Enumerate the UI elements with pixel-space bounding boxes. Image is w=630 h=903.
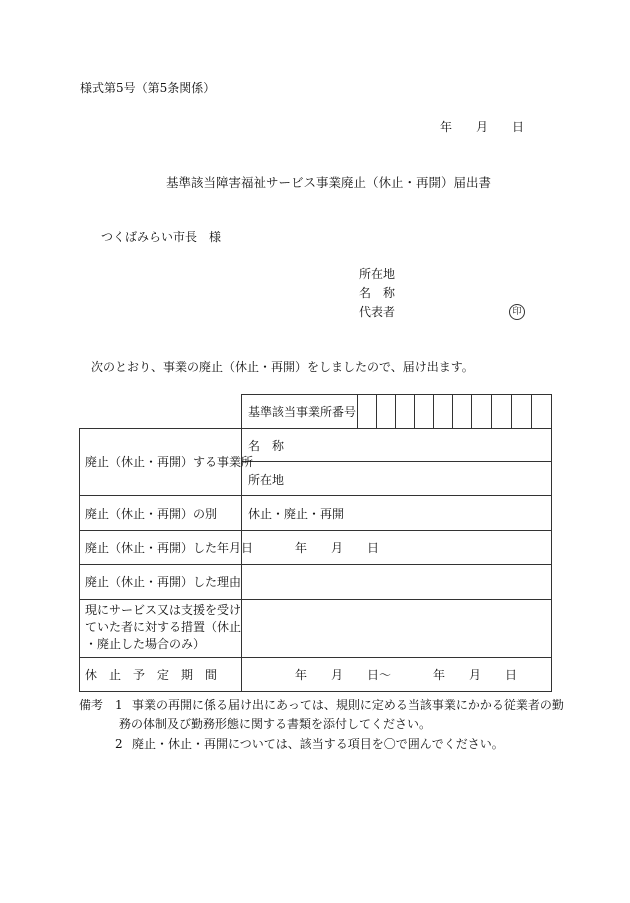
period-end-day: 日 — [505, 668, 518, 682]
table-line — [79, 564, 552, 565]
period-label: 休 止 予 定 期 間 — [85, 668, 218, 682]
table-line — [241, 394, 552, 395]
note-2-number: 2 — [115, 737, 123, 751]
office-number-label: 基準該当事業所番号 — [248, 405, 357, 419]
digit-box-divider — [395, 394, 396, 428]
date-value-day: 日 — [367, 541, 380, 555]
document-title: 基準該当障害福祉サービス事業廃止（休止・再開）届出書 — [166, 175, 492, 190]
intro-text: 次のとおり、事業の廃止（休止・再開）をしましたので、届け出ます。 — [91, 360, 474, 374]
date-day: 日 — [512, 120, 525, 134]
facility-name-label: 名 称 — [248, 439, 285, 453]
digit-box-divider — [491, 394, 492, 428]
type-label: 廃止（休止・再開）の別 — [85, 507, 218, 521]
notification-table — [79, 394, 552, 692]
table-line — [79, 691, 552, 692]
table-line — [241, 461, 552, 462]
note-2-text: 廃止・休止・再開については、該当する項目を〇で囲んでください。 — [132, 737, 504, 751]
measures-label-line2: ていた者に対する措置（休止 — [85, 620, 242, 634]
note-1-number: 1 — [115, 698, 123, 712]
period-end-month: 月 — [469, 668, 482, 682]
digit-box-divider — [531, 394, 532, 428]
type-value: 休止・廃止・再開 — [248, 507, 345, 521]
digit-box-divider — [511, 394, 512, 428]
measures-label-line3: ・廃止した場合のみ） — [85, 637, 206, 651]
addressee: つくばみらい市長 様 — [101, 230, 222, 244]
table-line — [551, 394, 552, 692]
facility-address-label: 所在地 — [248, 473, 285, 487]
table-line — [79, 428, 552, 429]
measures-label-line1: 現にサービス又は支援を受け — [85, 603, 242, 617]
period-start-year: 年 — [295, 668, 308, 682]
digit-box-divider — [452, 394, 453, 428]
digit-box-divider — [357, 394, 358, 428]
reason-label: 廃止（休止・再開）した理由 — [85, 575, 242, 589]
applicant-address-label: 所在地 — [359, 267, 396, 281]
date-value-month: 月 — [331, 541, 344, 555]
period-end-year: 年 — [433, 668, 446, 682]
digit-box-divider — [376, 394, 377, 428]
applicant-representative-label: 代表者 — [359, 305, 396, 319]
date-value-year: 年 — [295, 541, 308, 555]
digit-box-divider — [433, 394, 434, 428]
table-line — [79, 495, 552, 496]
digit-box-divider — [471, 394, 472, 428]
form-number: 様式第5号（第5条関係） — [80, 81, 216, 95]
applicant-name-label: 名 称 — [359, 286, 396, 300]
table-line — [79, 428, 80, 692]
seal-mark: 印 — [509, 304, 525, 320]
digit-box-divider — [414, 394, 415, 428]
date-month: 月 — [476, 120, 489, 134]
table-line — [79, 657, 552, 658]
date-label: 廃止（休止・再開）した年月日 — [85, 541, 254, 555]
notes-heading: 備考 — [79, 698, 104, 712]
period-start-day: 日～ — [367, 668, 392, 682]
period-start-month: 月 — [331, 668, 344, 682]
date-year: 年 — [440, 120, 453, 134]
table-line — [79, 530, 552, 531]
facility-label: 廃止（休止・再開）する事業所 — [85, 455, 254, 469]
table-line — [79, 599, 552, 600]
note-1-line2: 務の体制及び勤務形態に関する書類を添付してください。 — [119, 717, 432, 731]
note-1-line1: 事業の再開に係る届け出にあっては、規則に定める当該事業にかかる従業者の勤 — [132, 698, 564, 712]
